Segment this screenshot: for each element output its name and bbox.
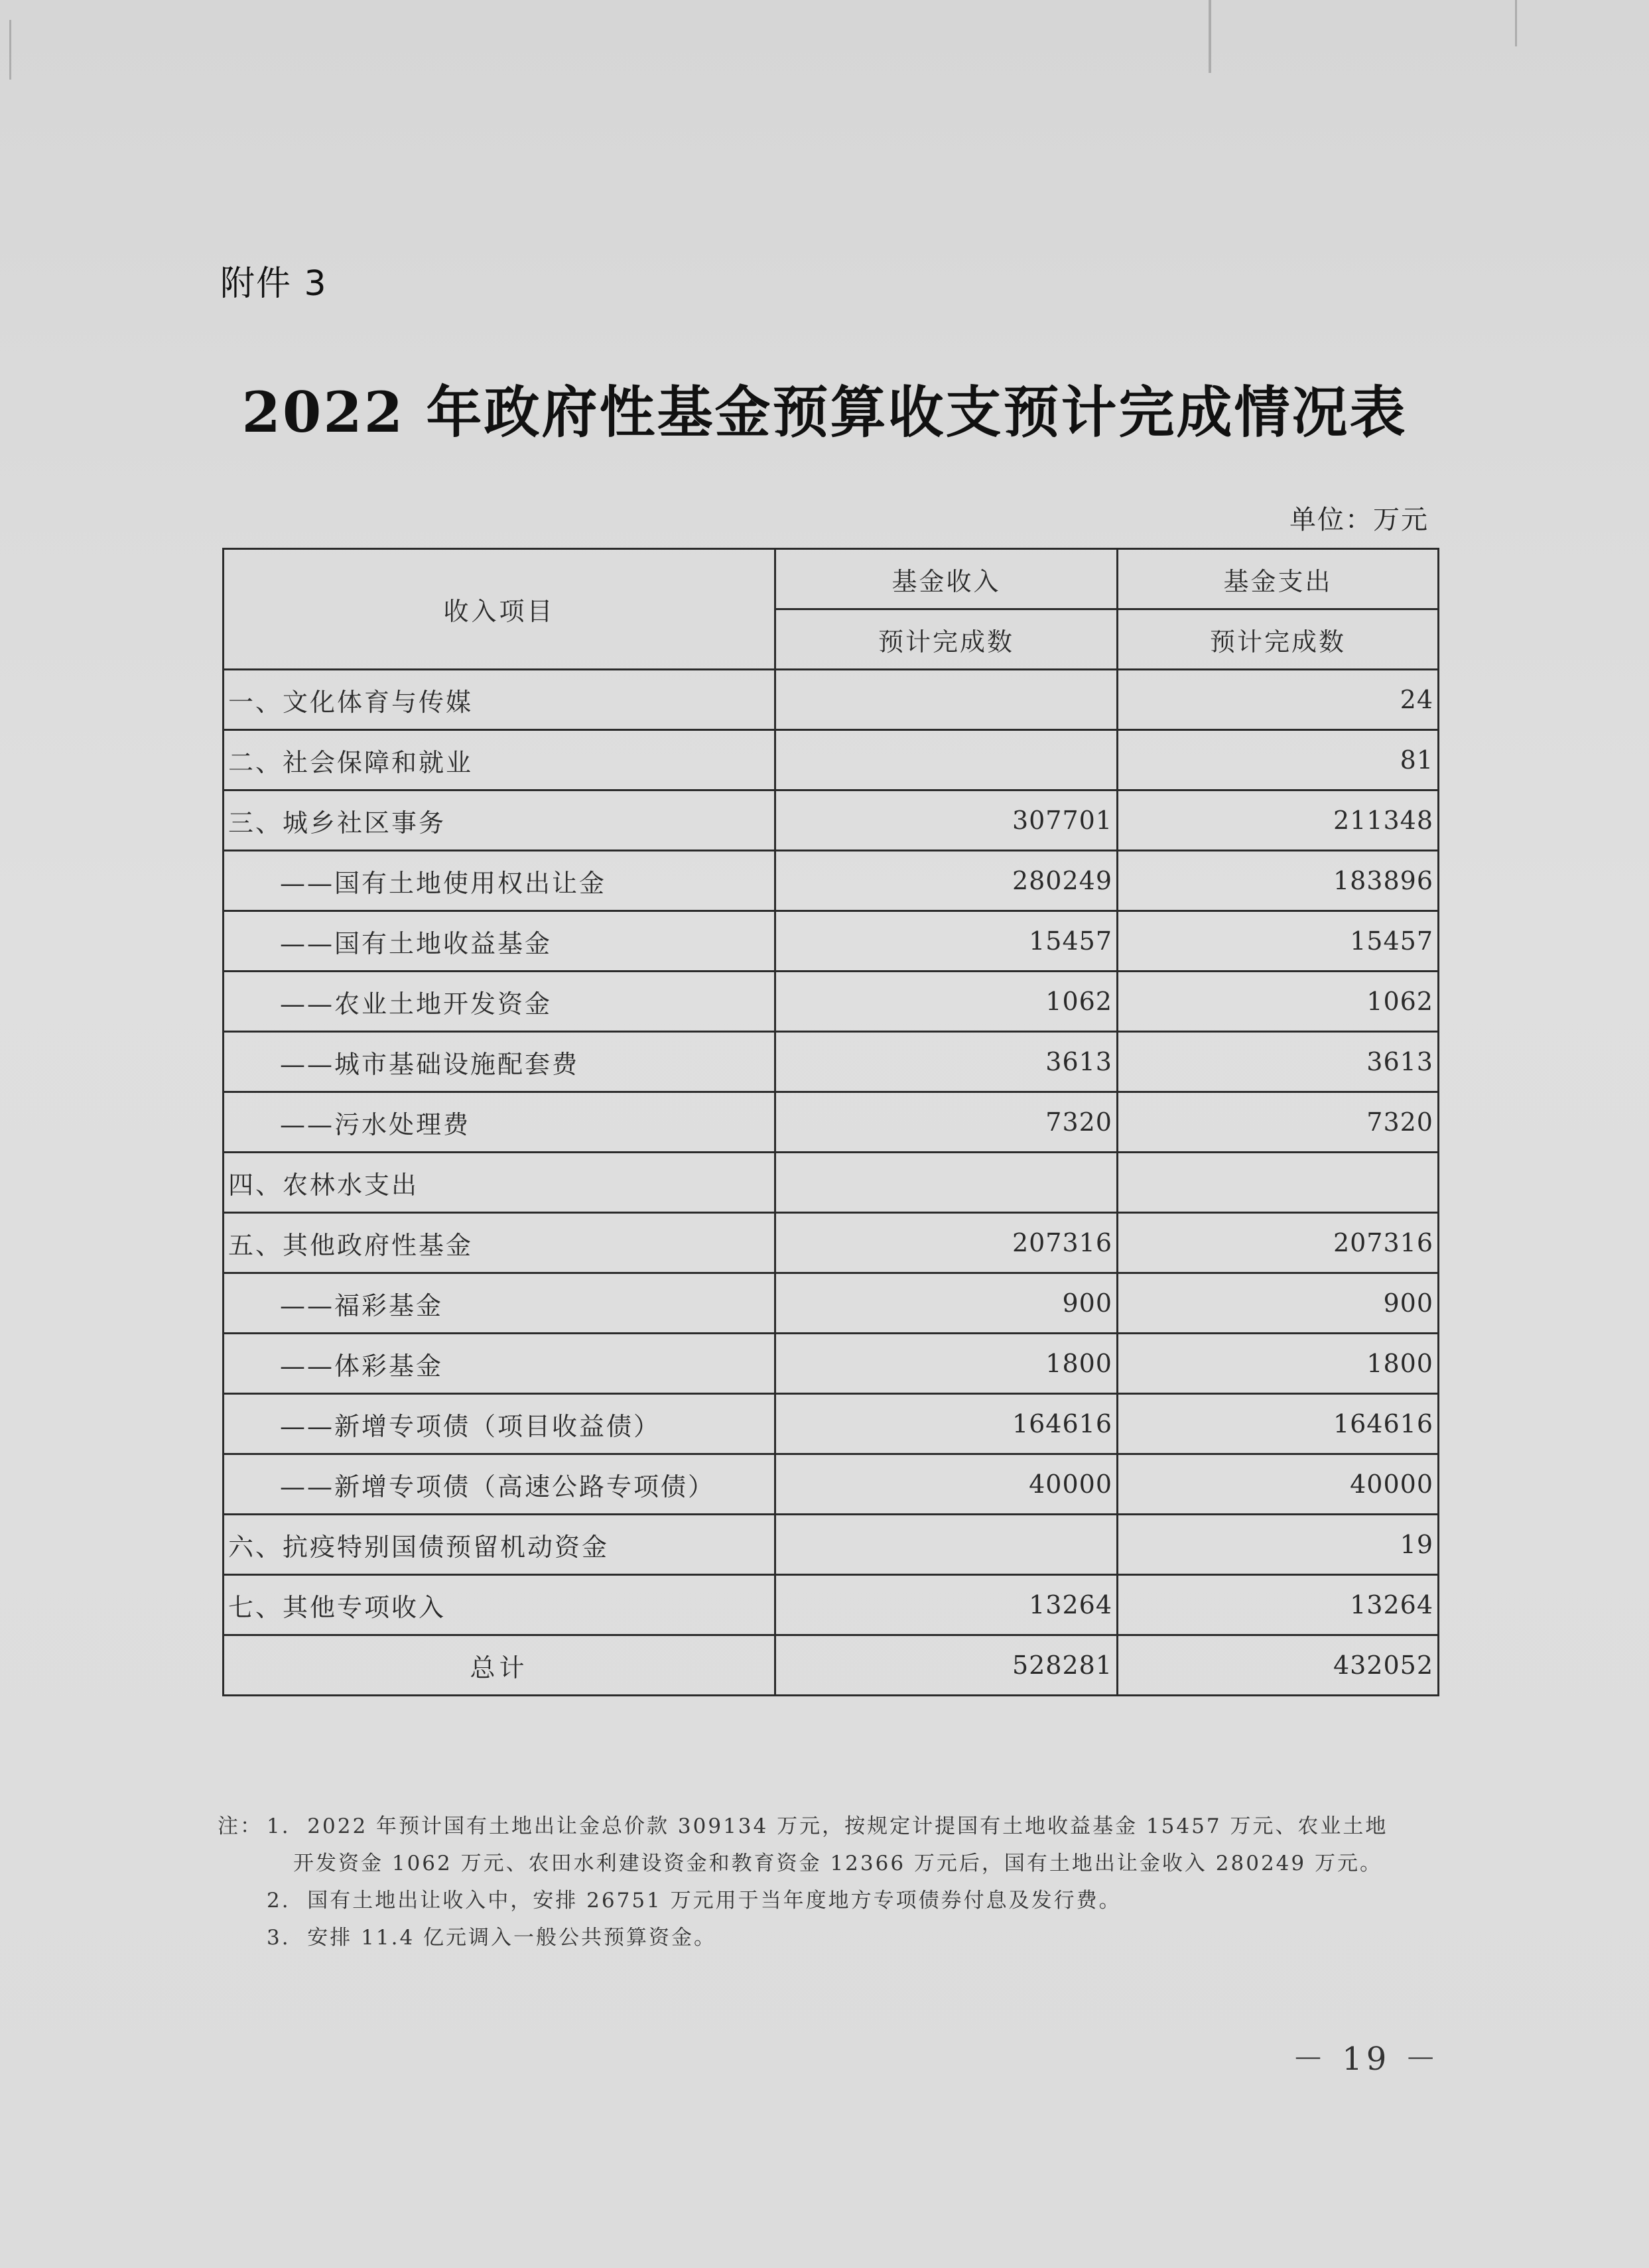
- table-row: [224, 851, 1439, 911]
- note-text: 安排 11.4 亿元调入一般公共预算资金。: [307, 1926, 717, 1950]
- row-expense: 19: [1118, 1515, 1439, 1575]
- subheader-expense: 预计完成数: [1118, 609, 1439, 670]
- row-expense: 15457: [1118, 911, 1439, 972]
- row-name: ——福彩基金: [224, 1273, 775, 1334]
- note-text: 国有土地出让收入中，安排 26751 万元用于当年度地方专项债券付息及发行费。: [307, 1889, 1122, 1913]
- row-expense: 211348: [1118, 790, 1439, 851]
- notes-label: 注：: [218, 1814, 263, 1838]
- row-name: 一、文化体育与传媒: [224, 670, 775, 730]
- note-text: 开发资金 1062 万元、农田水利建设资金和教育资金 12366 万元后，国有土地出让金收入 280249 万元。: [293, 1852, 1382, 1875]
- attachment-label: 附件 3: [220, 264, 328, 304]
- note-1-line-1: [218, 1809, 1451, 1846]
- row-name: ——新增专项债（高速公路专项债）: [224, 1454, 775, 1515]
- row-income: 15457: [775, 911, 1118, 972]
- row-name: ——污水处理费: [224, 1092, 775, 1153]
- note-1: [267, 1809, 1388, 1844]
- note-3-line: [218, 1921, 1451, 1958]
- row-name: 三、城乡社区事务: [224, 790, 775, 851]
- scan-artifact: [1515, 0, 1517, 46]
- table-row: [224, 1334, 1439, 1394]
- table-row: [224, 1454, 1439, 1515]
- row-name: 七、其他专项收入: [224, 1575, 775, 1635]
- table-row: [224, 911, 1439, 972]
- note-text: 2022 年预计国有土地出让金总价款 309134 万元，按规定计提国有土地收益基金 15457 万元、农业土地: [307, 1814, 1388, 1838]
- row-name: 五、其他政府性基金: [224, 1213, 775, 1273]
- total-income: 528281: [775, 1635, 1118, 1696]
- row-name: ——体彩基金: [224, 1334, 775, 1394]
- table-row: [224, 1273, 1439, 1334]
- row-income: 280249: [775, 851, 1118, 911]
- total-row: [224, 1635, 1439, 1696]
- row-income: 1062: [775, 972, 1118, 1032]
- row-expense: 13264: [1118, 1575, 1439, 1635]
- page-title: 2022 年政府性基金预算收支预计完成情况表: [241, 379, 1408, 445]
- row-expense: 900: [1118, 1273, 1439, 1334]
- row-income: 900: [775, 1273, 1118, 1334]
- row-income: [775, 670, 1118, 730]
- row-income: [775, 730, 1118, 790]
- note-1-line-2: [218, 1846, 1451, 1883]
- row-expense: 1062: [1118, 972, 1439, 1032]
- row-income: [775, 1515, 1118, 1575]
- notes-section: [218, 1809, 1451, 1958]
- note-number: 1.: [267, 1814, 291, 1838]
- table-row: [224, 1153, 1439, 1213]
- row-name: 四、农林水支出: [224, 1153, 775, 1213]
- row-name: ——新增专项债（项目收益债）: [224, 1394, 775, 1454]
- row-income: [775, 1153, 1118, 1213]
- scan-artifact: [9, 20, 11, 80]
- row-name: 二、社会保障和就业: [224, 730, 775, 790]
- row-income: 40000: [775, 1454, 1118, 1515]
- row-income: 207316: [775, 1213, 1118, 1273]
- total-label: 总计: [224, 1635, 775, 1696]
- table-row: [224, 730, 1439, 790]
- budget-table: [222, 548, 1439, 1696]
- scan-artifact: [1209, 0, 1211, 73]
- row-name: 六、抗疫特别国债预留机动资金: [224, 1515, 775, 1575]
- row-expense: [1118, 1153, 1439, 1213]
- note-2-line: [218, 1883, 1451, 1921]
- table-row: [224, 1394, 1439, 1454]
- row-name: ——国有土地使用权出让金: [224, 851, 775, 911]
- row-income: 13264: [775, 1575, 1118, 1635]
- row-expense: 3613: [1118, 1032, 1439, 1092]
- note-3: [267, 1921, 716, 1955]
- row-expense: 81: [1118, 730, 1439, 790]
- table-row: [224, 972, 1439, 1032]
- header-item: 收入项目: [224, 549, 775, 670]
- row-expense: 1800: [1118, 1334, 1439, 1394]
- row-expense: 7320: [1118, 1092, 1439, 1153]
- row-expense: 207316: [1118, 1213, 1439, 1273]
- row-expense: 164616: [1118, 1394, 1439, 1454]
- row-name: ——城市基础设施配套费: [224, 1032, 775, 1092]
- note-number: 3.: [267, 1926, 291, 1950]
- note-2: [267, 1883, 1122, 1918]
- table-row: [224, 1092, 1439, 1153]
- row-income: 164616: [775, 1394, 1118, 1454]
- table-row: [224, 670, 1439, 730]
- total-expense: 432052: [1118, 1635, 1439, 1696]
- page-number: － 19 －: [1292, 2041, 1441, 2078]
- row-income: 1800: [775, 1334, 1118, 1394]
- table-row: [224, 790, 1439, 851]
- header-expense: 基金支出: [1118, 549, 1439, 609]
- row-name: ——农业土地开发资金: [224, 972, 775, 1032]
- header-income: 基金收入: [775, 549, 1118, 609]
- row-expense: 24: [1118, 670, 1439, 730]
- note-number: 2.: [267, 1889, 291, 1913]
- unit-label: 单位：万元: [1289, 505, 1429, 535]
- subheader-income: 预计完成数: [775, 609, 1118, 670]
- row-income: 307701: [775, 790, 1118, 851]
- table-row: [224, 1213, 1439, 1273]
- row-expense: 40000: [1118, 1454, 1439, 1515]
- row-name: ——国有土地收益基金: [224, 911, 775, 972]
- table-header-row: [224, 549, 1439, 609]
- row-income: 7320: [775, 1092, 1118, 1153]
- table-row: [224, 1515, 1439, 1575]
- table-row: [224, 1575, 1439, 1635]
- row-income: 3613: [775, 1032, 1118, 1092]
- row-expense: 183896: [1118, 851, 1439, 911]
- table-row: [224, 1032, 1439, 1092]
